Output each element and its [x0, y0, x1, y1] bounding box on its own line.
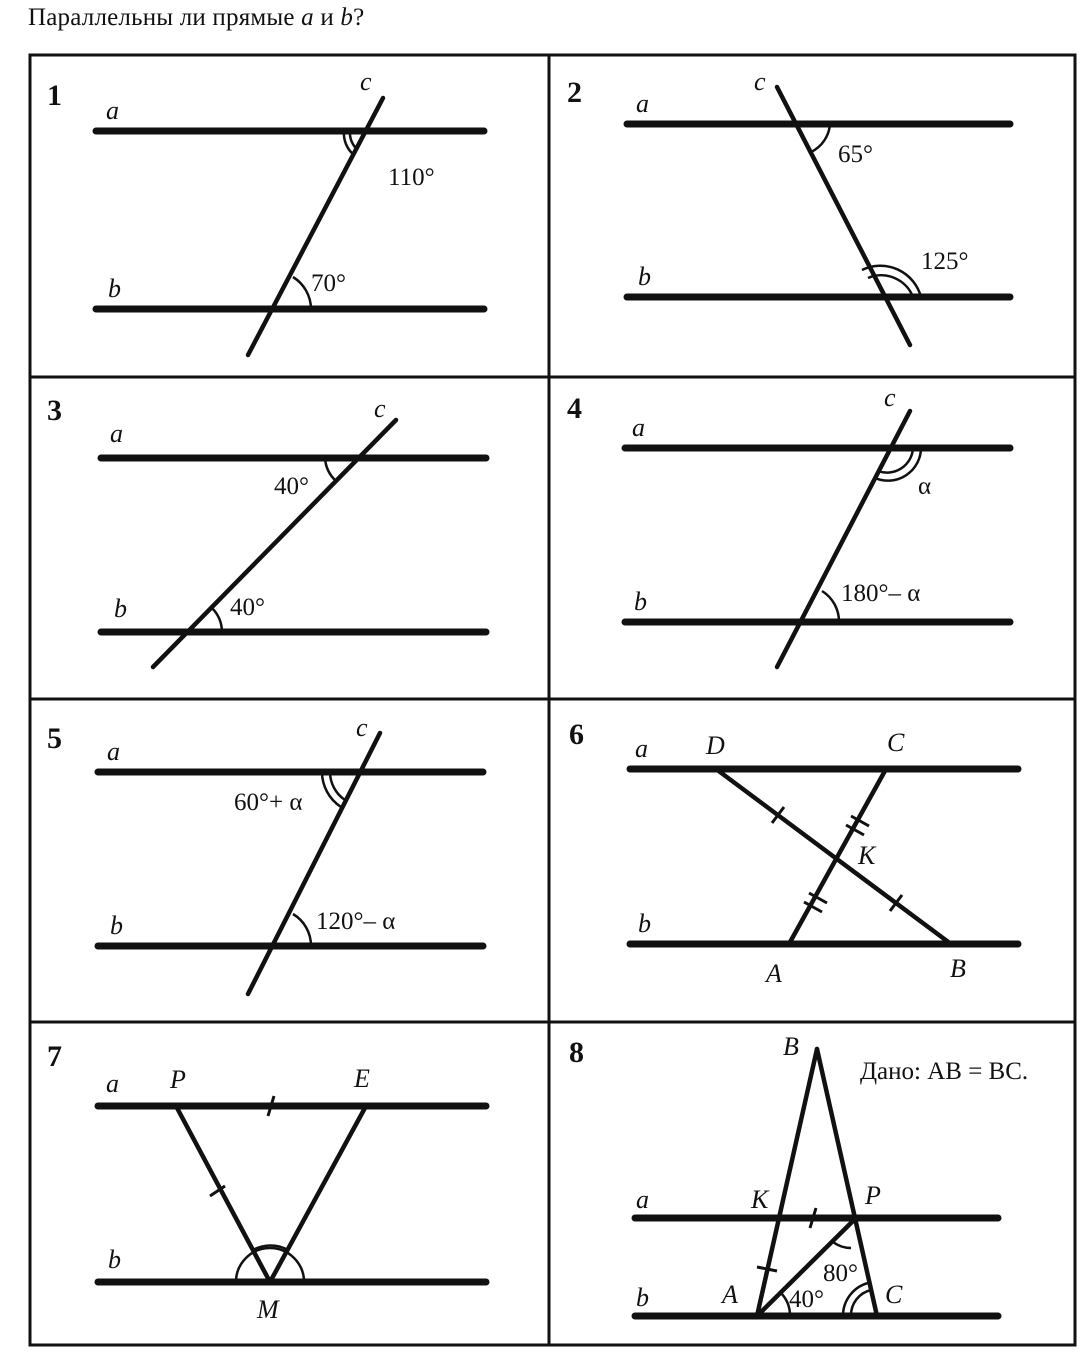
label-a: a	[106, 96, 119, 125]
angle-arc-C	[851, 1290, 871, 1316]
angle-arc-bottom	[293, 914, 311, 946]
grid-frame	[30, 55, 1075, 1345]
label-b: b	[636, 1283, 649, 1312]
question-conj: и	[313, 4, 341, 31]
line-c	[248, 98, 383, 355]
point-D: D	[706, 731, 725, 760]
angle-label-bottom: 120°– α	[316, 908, 396, 935]
segment-BA	[757, 1049, 817, 1316]
problem-8	[569, 1032, 1028, 1316]
angle-label-top: 60°+ α	[234, 789, 303, 816]
label-c: c	[754, 67, 766, 96]
equal-marks	[210, 1096, 274, 1196]
point-P: P	[170, 1065, 186, 1094]
label-c: c	[374, 394, 386, 423]
problem-number: 7	[47, 1040, 62, 1073]
problem-7	[47, 1040, 486, 1324]
angle-arc-top	[811, 124, 830, 152]
angle-label-A: 40°	[789, 1286, 824, 1313]
problem-number: 2	[567, 76, 582, 109]
angle-label-bottom: 125°	[921, 248, 969, 275]
segment-PM	[176, 1106, 270, 1282]
problem-1	[47, 67, 484, 355]
question-line-b: b	[340, 4, 354, 31]
problem-5	[47, 713, 483, 994]
angle-label-top: 40°	[274, 473, 309, 500]
label-b: b	[108, 274, 121, 303]
angle-arc-top	[330, 772, 345, 800]
given-condition: Дано: AB = BC.	[860, 1058, 1029, 1085]
angle-label-bottom: 180°– α	[841, 580, 921, 607]
angle-label-top: 65°	[838, 141, 873, 168]
problem-number: 1	[47, 79, 62, 112]
angle-label-top: α	[918, 473, 932, 500]
problem-number: 6	[569, 718, 584, 751]
problem-number: 8	[569, 1036, 584, 1069]
label-b: b	[638, 262, 651, 291]
label-a: a	[636, 89, 649, 118]
angle-arc-bottom	[293, 277, 311, 309]
question-suffix: ?	[353, 4, 365, 31]
angle-arc-P	[833, 1242, 851, 1248]
label-a: a	[632, 413, 645, 442]
point-K: K	[858, 841, 876, 870]
point-B: B	[950, 954, 966, 983]
question-prefix: Параллельны ли прямые	[28, 4, 302, 31]
segment-DB	[716, 769, 951, 944]
segment-EM	[270, 1106, 366, 1282]
point-B: B	[783, 1032, 799, 1061]
angle-label-P: 80°	[823, 1260, 858, 1287]
angle-label-bottom: 70°	[311, 270, 346, 297]
problem-number: 4	[567, 392, 582, 425]
point-C: C	[885, 1280, 903, 1309]
label-b: b	[114, 594, 127, 623]
point-A: A	[766, 959, 782, 988]
question-line-a: a	[301, 4, 314, 31]
label-c: c	[356, 713, 368, 742]
label-a: a	[636, 1185, 649, 1214]
problem-4	[567, 383, 1010, 667]
angle-arc-M-outer	[236, 1248, 304, 1282]
angle-label-bottom: 40°	[230, 594, 265, 621]
label-b: b	[108, 1245, 121, 1274]
point-P: P	[865, 1181, 881, 1210]
problem-2	[567, 67, 1010, 345]
label-b: b	[110, 911, 123, 940]
angle-label-top: 110°	[388, 164, 435, 191]
label-b: b	[634, 587, 647, 616]
point-A: A	[722, 1280, 738, 1309]
problem-6	[569, 718, 1018, 988]
angle-arc-bottom	[212, 608, 222, 632]
problem-3	[47, 394, 486, 667]
problem-number: 3	[47, 394, 62, 427]
point-K: K	[751, 1185, 769, 1214]
label-a: a	[107, 737, 120, 766]
label-c: c	[360, 67, 372, 96]
label-a: a	[110, 419, 123, 448]
label-a: a	[106, 1069, 119, 1098]
label-c: c	[884, 383, 896, 412]
label-a: a	[635, 734, 648, 763]
label-b: b	[638, 909, 651, 938]
point-E: E	[354, 1064, 370, 1093]
point-M: M	[257, 1295, 279, 1324]
angle-arc-bottom	[822, 591, 839, 622]
point-C: C	[887, 728, 905, 757]
problem-number: 5	[47, 722, 62, 755]
